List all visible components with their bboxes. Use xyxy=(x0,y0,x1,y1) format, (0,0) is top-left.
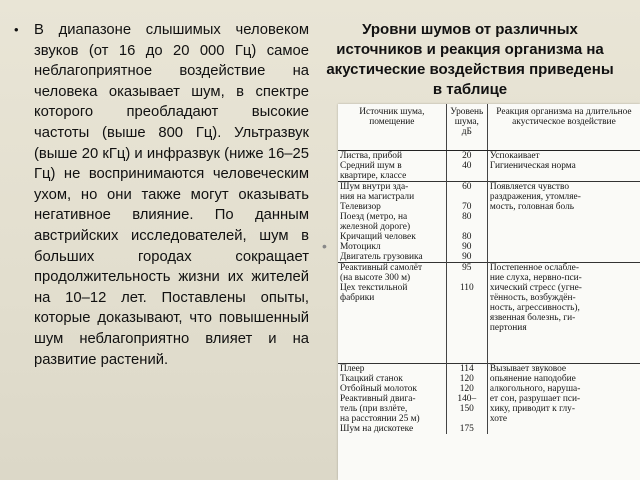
source-cell-line: Шум на дискотеке xyxy=(340,424,414,434)
effect-cell-line: ет сон, разрушает пси- xyxy=(489,394,581,404)
effect-cell-line: Успокаивает xyxy=(489,151,540,161)
effect-cell-line: хический стресс (угне- xyxy=(489,283,582,293)
source-cell-line: Реактивный двига- xyxy=(340,394,416,404)
level-cell-line: 20 xyxy=(462,151,472,161)
source-cell-line: Поезд (метро, на xyxy=(340,212,408,222)
source-cell-line xyxy=(340,353,444,363)
source-cell-line: на расстоянии 25 м) xyxy=(340,414,420,424)
source-cell-line xyxy=(340,343,444,353)
source-cell xyxy=(338,364,446,435)
source-cell-line: Телевизор xyxy=(340,202,381,212)
level-cell-line xyxy=(449,273,485,283)
level-cell xyxy=(446,151,487,182)
left-text-block xyxy=(14,20,314,370)
table-row xyxy=(338,182,640,263)
source-cell-line: Шум внутри зда- xyxy=(340,182,409,192)
source-cell xyxy=(338,182,446,263)
effect-cell-line: Постепенное ослабле- xyxy=(489,263,579,273)
level-cell-line xyxy=(449,353,485,363)
level-cell xyxy=(446,182,487,263)
level-cell-line xyxy=(449,333,485,343)
source-cell-line: Мотоцикл xyxy=(340,242,381,252)
header-effect: Реакция организма на длительное акустическое воздействие xyxy=(487,104,640,151)
effect-cell xyxy=(487,263,640,364)
source-cell-line: Листва, прибой xyxy=(340,151,402,161)
table-row xyxy=(338,263,640,364)
source-cell-line: тель (при взлёте, xyxy=(340,404,408,414)
noise-table xyxy=(338,104,640,434)
source-cell-line: Средний шум в xyxy=(340,161,402,171)
source-cell-line: Плеер xyxy=(340,364,365,374)
source-cell-line: Двигатель грузовика xyxy=(340,252,423,262)
table-row xyxy=(338,364,640,435)
source-cell-line: Ткацкий станок xyxy=(340,374,403,384)
effect-cell xyxy=(487,182,640,263)
effect-cell-line: мость, головная боль xyxy=(489,202,575,212)
header-level: Уровень шума, дБ xyxy=(446,104,487,151)
header-source: Источник шума, помещение xyxy=(338,104,446,151)
level-cell-line: 120 xyxy=(459,384,474,394)
source-cell-line xyxy=(340,313,444,323)
source-cell-line: Реактивный самолёт xyxy=(340,263,423,273)
source-cell-line: железной дороге) xyxy=(340,222,411,232)
level-cell-line xyxy=(449,171,485,181)
source-cell-line: Кричащий человек xyxy=(340,232,416,242)
level-cell-line: 95 xyxy=(462,263,472,273)
source-cell-line: ния на магистрали xyxy=(340,192,415,202)
source-cell-line: фабрики xyxy=(340,293,375,303)
bullet-icon: • xyxy=(322,238,327,254)
effect-cell-line: опьянение наподобие xyxy=(489,374,576,384)
body-paragraph: В диапазоне слышимых человеком звуков (от 16 до 20 000 Гц) самое неблагоприятное воздействие на человека оказывает шум, в спектре которого преобладают высокие частоты (выше 800 Гц). Ультразвук (выше 20 кГц) и инфразвук (ниже 16–25 Гц) не воспринимаются человеческим ухом, но они также могут оказывать негативное влияние. По данным австрийских исследователей, шум в больших городах сокращает продолжительность жизни их жителей на 10–12 лет. Поставлены опыты, которые доказывают, что повышенный шум неблагоприятно влияет и на развитие растений. xyxy=(34,22,309,368)
table-header-row xyxy=(338,104,640,151)
level-cell-line xyxy=(449,323,485,333)
effect-cell-line: язвенная болезнь, ги- xyxy=(489,313,576,323)
source-cell-line xyxy=(340,303,444,313)
level-cell-line xyxy=(449,313,485,323)
level-cell-line xyxy=(449,343,485,353)
source-cell-line xyxy=(340,333,444,343)
level-cell-line xyxy=(449,222,485,232)
table-heading: Уровни шумов от различных источников и реакция организма на акустические воздействия приведены в таблице xyxy=(326,21,614,98)
effect-cell-line: хоте xyxy=(489,414,508,424)
source-cell-line: Отбойный молоток xyxy=(340,384,417,394)
source-cell-line: Цех текстильной xyxy=(340,283,408,293)
level-cell-line: 114 xyxy=(459,364,474,374)
noise-levels-table-image xyxy=(338,104,640,480)
level-cell-line xyxy=(449,414,485,424)
effect-cell-line: ность, агрессивность), xyxy=(489,303,580,313)
table-row xyxy=(338,151,640,182)
level-cell-line: 90 xyxy=(462,252,472,262)
level-cell-line: 110 xyxy=(459,283,474,293)
effect-cell-line: ние слуха, нервно-пси- xyxy=(489,273,582,283)
effect-cell-line: алкогольного, наруша- xyxy=(489,384,581,394)
source-cell-line: квартире, классе xyxy=(340,171,407,181)
level-cell-line: 80 xyxy=(462,212,472,222)
effect-cell-line: Гигиеническая норма xyxy=(489,161,576,171)
effect-cell xyxy=(487,151,640,182)
bullet-icon: • xyxy=(14,22,19,37)
effect-cell-line: Появляется чувство xyxy=(489,182,570,192)
level-cell-line xyxy=(449,293,485,303)
level-cell-line: 140– xyxy=(457,394,477,404)
level-cell-line: 175 xyxy=(459,424,474,434)
level-cell-line xyxy=(449,192,485,202)
effect-cell-line: пертония xyxy=(489,323,527,333)
effect-cell-line: Вызывает звуковое xyxy=(489,364,567,374)
effect-cell-line: тённость, возбуждён- xyxy=(489,293,576,303)
level-cell-line: 40 xyxy=(462,161,472,171)
level-cell-line: 80 xyxy=(462,232,472,242)
level-cell-line: 150 xyxy=(459,404,474,414)
level-cell-line: 120 xyxy=(459,374,474,384)
effect-cell-line: хику, приводит к глу- xyxy=(489,404,575,414)
level-cell-line: 70 xyxy=(462,202,472,212)
source-cell-line: (на высоте 300 м) xyxy=(340,273,411,283)
level-cell xyxy=(446,364,487,435)
level-cell-line: 60 xyxy=(462,182,472,192)
effect-cell-line: раздражения, утомляе- xyxy=(489,192,581,202)
level-cell-line xyxy=(449,303,485,313)
level-cell-line: 90 xyxy=(462,242,472,252)
effect-cell xyxy=(487,364,640,435)
source-cell-line xyxy=(340,323,444,333)
level-cell xyxy=(446,263,487,364)
source-cell xyxy=(338,151,446,182)
source-cell xyxy=(338,263,446,364)
